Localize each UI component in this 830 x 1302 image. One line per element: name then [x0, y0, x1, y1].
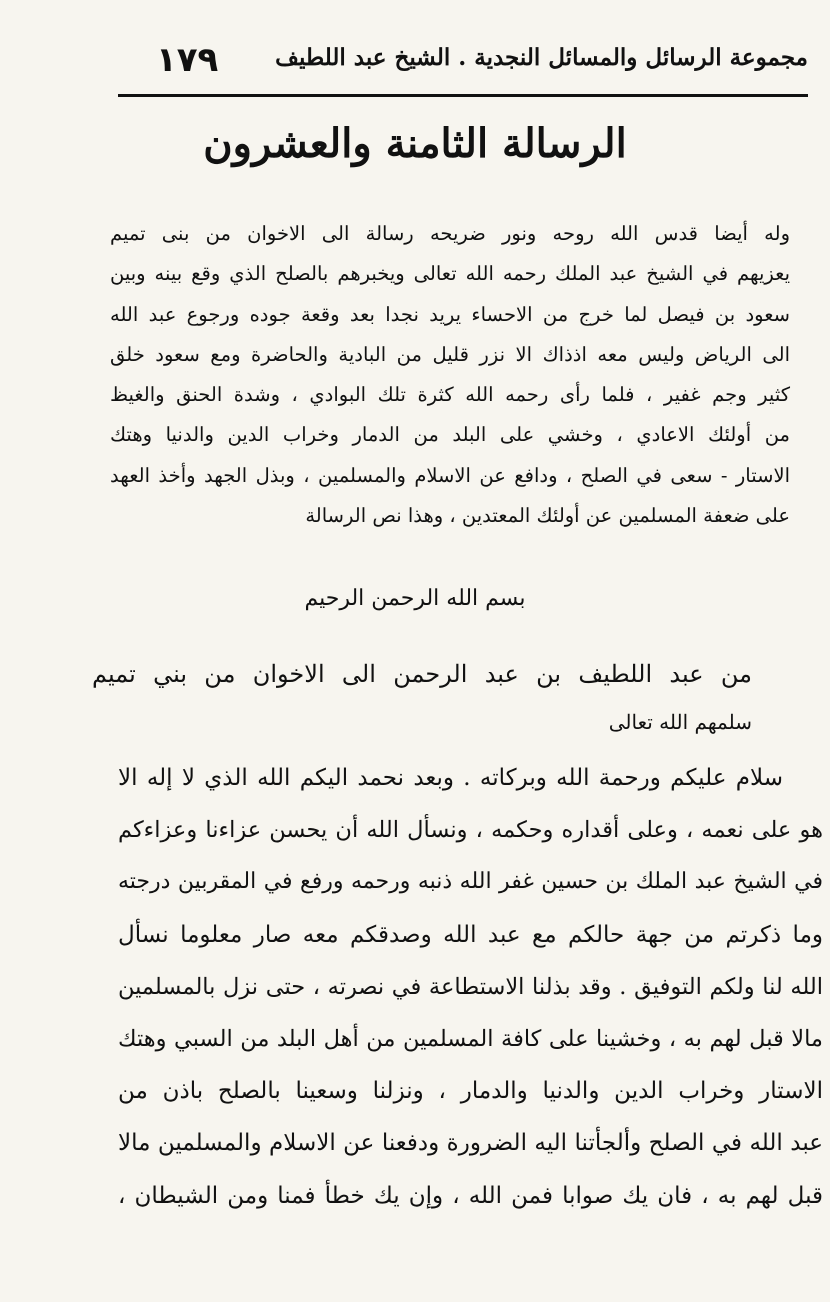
letter-line: قبل لهم به ، فان يك صوابا فمن الله ، وإن يك خطأ فمنا ومن الشيطان ،: [118, 1182, 823, 1209]
page-number: ١٧٩: [156, 40, 219, 80]
letter-line: مالا قبل لهم به ، وخشينا على كافة المسلمين من أهل البلد من السبي وهتك: [118, 1026, 823, 1053]
intro-line: الاستار - سعى في الصلح ، ودافع عن الاسلام والمسلمين ، وبذل الجهد وأخذ العهد: [110, 463, 790, 487]
intro-line: الى الرياض وليس معه اذذاك الا نزر قليل من البادية والحاضرة ومع سعود خلق: [110, 342, 790, 366]
intro-line: كثير وجم غفير ، فلما رأى رحمه الله كثرة تلك البوادي ، وشدة الحنق والغيظ: [110, 383, 790, 407]
page-header: [118, 30, 808, 98]
basmala: بسم الله الرحمن الرحيم: [304, 586, 526, 611]
header-rule: [118, 94, 808, 97]
intro-line: يعزيهم في الشيخ عبد الملك رحمه الله تعالى ويخبرهم بالصلح الذي وقع بينه وبين: [110, 262, 790, 286]
letter-line: عبد الله في الصلح وألجأتنا اليه الضرورة ودفعنا عن الاسلام والمسلمين مالا: [118, 1130, 823, 1157]
letter-body: [118, 752, 823, 1222]
letter-line: سلام عليكم ورحمة الله وبركاته . وبعد نحمد اليكم الله الذي لا إله الا: [118, 765, 783, 791]
addressee-salutation: سلمهم الله تعالى: [608, 710, 752, 734]
letter-line: الله لنا ولكم التوفيق . وقد بذلنا الاستطاعة في نصرته ، حتى نزل بالمسلمين: [118, 973, 823, 1000]
intro-paragraph: [110, 214, 790, 536]
chapter-title: الرسالة الثامنة والعشرون: [203, 120, 627, 167]
letter-line: في الشيخ عبد الملك بن حسين غفر الله ذنبه ورحمه ورفع في المقربين درجته: [118, 869, 823, 895]
intro-line: على ضعفة المسلمين عن أولئك المعتدين ، وهذا نص الرسالة: [305, 504, 790, 528]
letter-line: الاستار وخراب الدين والدنيا والدمار ، ونزلنا وسعينا بالصلح باذن من: [118, 1078, 823, 1105]
intro-line: سعود بن فيصل لما خرج من الاحساء يريد نجدا بعد وقعة جوده ورجوع عبد الله: [110, 302, 790, 326]
running-title: مجموعة الرسائل والمسائل النجدية . الشيخ عبد اللطيف: [275, 44, 808, 71]
addressee-line: من عبد اللطيف بن عبد الرحمن الى الاخوان من بني تميم: [92, 660, 752, 688]
letter-line: هو على نعمه ، وعلى أقداره وحكمه ، ونسأل الله أن يحسن عزاءنا وعزاءكم: [118, 817, 823, 844]
intro-line: وله أيضا قدس الله روحه ونور ضريحه رسالة الى الاخوان من بنى تميم: [110, 222, 790, 245]
intro-line: من أولئك الاعادي ، وخشي على البلد من الدمار وخراب الدين والدنيا وهتك: [110, 423, 790, 447]
letter-addressee: [92, 650, 752, 746]
letter-line: وما ذكرتم من جهة حالكم مع عبد الله وصدقكم معه صار معلوما نسأل: [118, 921, 823, 948]
